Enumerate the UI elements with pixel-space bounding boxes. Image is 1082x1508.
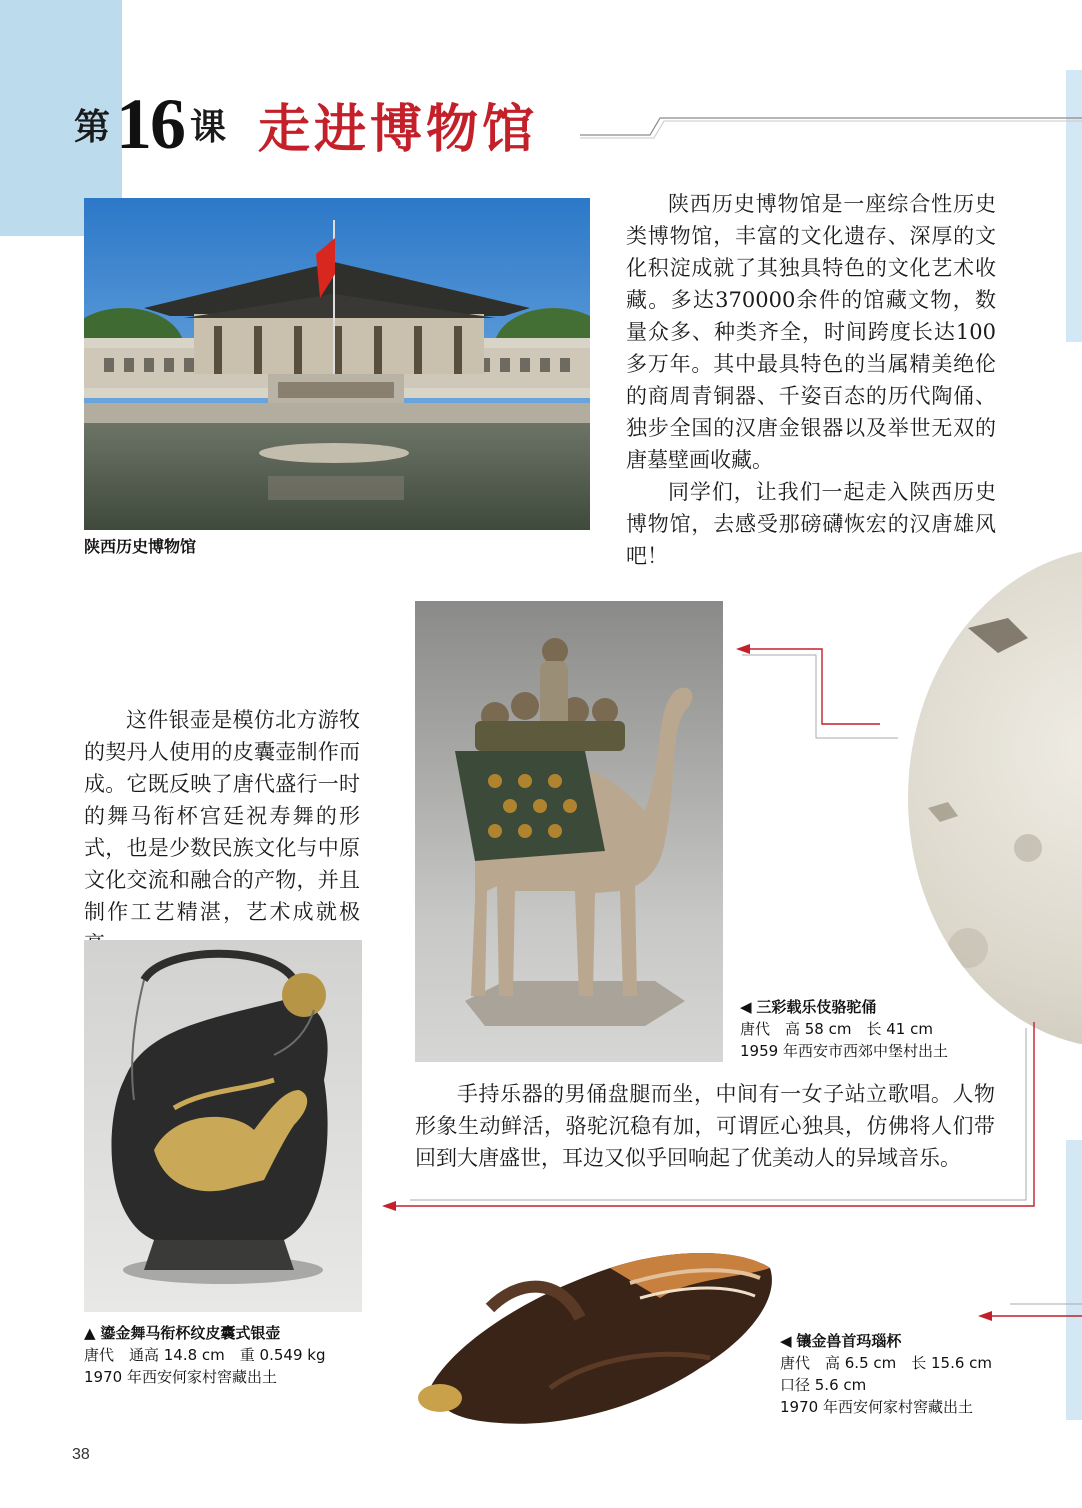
museum-photo-caption: 陕西历史博物馆 (84, 537, 197, 556)
camel-caption-provenance: 1959 年西安市西郊中堡村出土 (740, 1042, 948, 1060)
arrow-head-agate (978, 1311, 992, 1321)
agate-caption-title: 镶金兽首玛瑙杯 (796, 1332, 902, 1350)
silver-pot-caption-provenance: 1970 年西安何家村窖藏出土 (84, 1368, 277, 1386)
camel-caption-marker: ◀ (740, 998, 752, 1016)
lesson-name: 走进博物馆 (258, 99, 539, 160)
lesson-prefix: 第 (74, 106, 111, 148)
camel-caption-title: 三彩载乐伎骆驼俑 (756, 998, 877, 1016)
agate-caption-marker: ◀ (780, 1332, 792, 1350)
camel-caption-dimensions: 唐代 高 58 cm 长 41 cm (740, 1020, 933, 1038)
camel-description-text: 手持乐器的男俑盘腿而坐，中间有一女子站立歌唱。人物形象生动鲜活，骆驼沉稳有加，可谓匠心独具，仿佛将人们带回到大唐盛世，耳边又似乎回响起了优美动人的异域音乐。 (415, 1082, 995, 1170)
silver-pot-caption-marker: ▲ (84, 1324, 96, 1342)
lesson-number: 16 (116, 83, 185, 164)
agate-caption-provenance: 1970 年西安何家村窖藏出土 (780, 1398, 973, 1416)
lesson-suffix: 课 (190, 106, 227, 148)
intro-paragraph-1: 陕西历史博物馆是一座综合性历史类博物馆，丰富的文化遗存、深厚的文化积淀成就了其独具特色的文化艺术收藏。多达370000余件的馆藏文物，数量众多、种类齐全，时间跨度长达100多万年。其中最具特色的当属精美绝伦的商周青铜器、千姿百态的历代陶俑、独步全国的汉唐金银器以及举世无双的唐墓壁画收藏。 (626, 192, 996, 472)
page-number: 38 (72, 1446, 90, 1463)
silver-pot-caption-title: 鎏金舞马衔杯纹皮囊式银壶 (100, 1324, 281, 1342)
silver-pot-description-text: 这件银壶是模仿北方游牧的契丹人使用的皮囊壶制作而成。它既反映了唐代盛行一时的舞马衔杯宫廷祝寿舞的形式，也是少数民族文化与中原文化交流和融合的产物，并且制作工艺精湛，艺术成就极 (84, 708, 360, 924)
arrow-head-pot (382, 1201, 396, 1211)
agate-caption-diameter: 口径 5.6 cm (780, 1376, 867, 1394)
agate-caption-dimensions: 唐代 高 6.5 cm 长 15.6 cm (780, 1354, 993, 1372)
silver-pot-caption-dimensions: 唐代 通高 14.8 cm 重 0.549 kg (84, 1346, 326, 1364)
intro-paragraph-2: 同学们，让我们一起走入陕西历史博物馆，去感受那磅礴恢宏的汉唐雄风吧！ (626, 480, 996, 568)
arrow-head-camel (736, 644, 750, 654)
